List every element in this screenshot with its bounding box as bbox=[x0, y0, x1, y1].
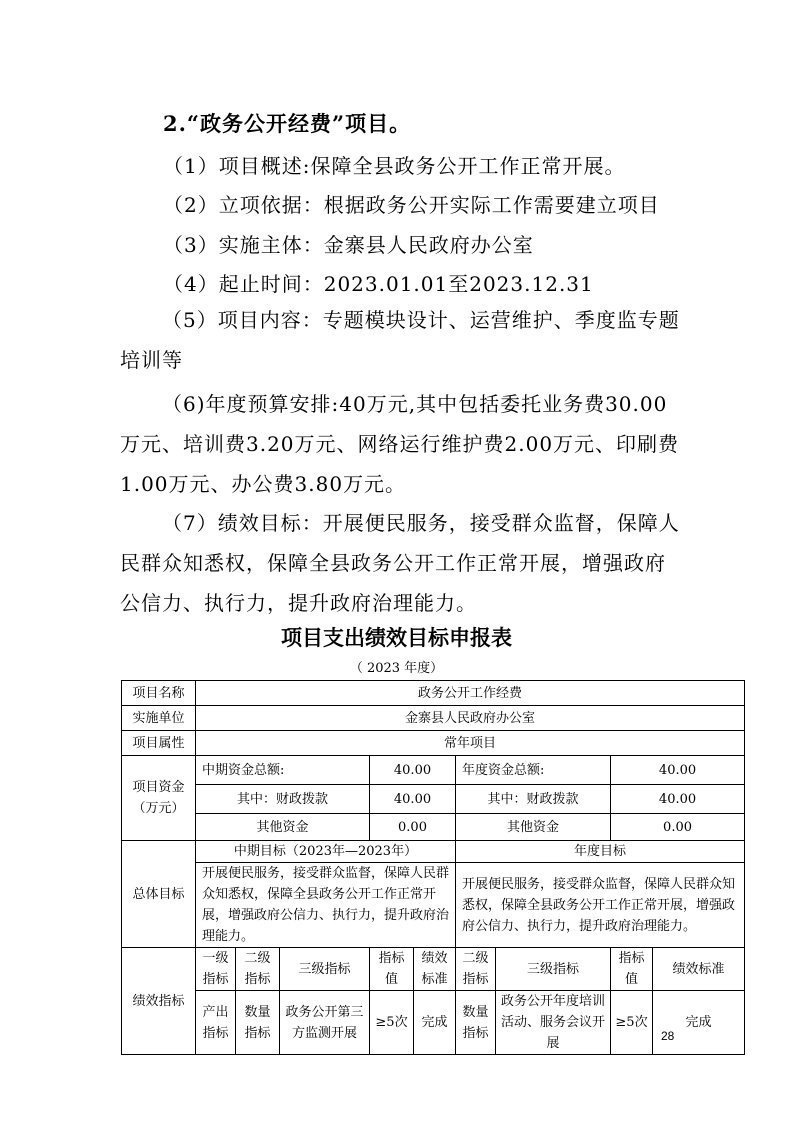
mid-other-label: 其他资金 bbox=[196, 814, 370, 841]
year-other-label: 其他资金 bbox=[456, 814, 611, 841]
mid-total-label: 中期资金总额: bbox=[196, 756, 370, 785]
header-level3: 三级指标 bbox=[280, 948, 370, 991]
table-year: （ 2023 年度） bbox=[349, 661, 444, 676]
year-header-level3: 三级指标 bbox=[496, 948, 611, 991]
attr-value: 常年项目 bbox=[196, 731, 745, 756]
mid-level3: 政务公开第三方监测开展 bbox=[280, 991, 370, 1055]
unit-value: 金寨县人民政府办公室 bbox=[196, 706, 745, 731]
mid-level1: 产出指标 bbox=[196, 991, 236, 1055]
item-basis: （2）立项依据：根据政务公开实际工作需要建立项目 bbox=[163, 193, 660, 217]
table-row bbox=[122, 756, 745, 785]
page-number: 28 bbox=[661, 1029, 675, 1043]
mid-level2: 数量指标 bbox=[236, 991, 280, 1055]
year-standard: 完成 bbox=[653, 991, 745, 1055]
year-goal-label: 年度目标 bbox=[456, 841, 745, 863]
item-budget: （6)年度预算安排:40万元,其中包括委托业务费30.00万元、培训费3.20万元、网络运行维护费2.00万元、印刷费1.00万元、办公费3.80万元。 bbox=[120, 392, 680, 496]
unit-label: 实施单位 bbox=[122, 706, 196, 731]
mid-standard: 完成 bbox=[414, 991, 456, 1055]
table-title: 项目支出绩效目标申报表 bbox=[281, 626, 512, 650]
table-row bbox=[122, 706, 745, 731]
year-fiscal-label: 其中：财政拨款 bbox=[456, 785, 611, 814]
header-value: 指标值 bbox=[370, 948, 414, 991]
project-name: 政务公开工作经费 bbox=[196, 681, 745, 706]
mid-fiscal: 40.00 bbox=[370, 785, 456, 814]
mid-fiscal-label: 其中：财政拨款 bbox=[196, 785, 370, 814]
year-header-standard: 绩效标准 bbox=[653, 948, 745, 991]
year-total: 40.00 bbox=[611, 756, 745, 785]
table-row bbox=[122, 785, 745, 814]
indicator-label: 绩效指标 bbox=[122, 948, 196, 1055]
overall-goal-label: 总体目标 bbox=[122, 841, 196, 948]
year-level3: 政务公开年度培训活动、服务会议开展 bbox=[496, 991, 611, 1055]
funds-label: 项目资金（万元） bbox=[122, 756, 196, 841]
table-row bbox=[122, 841, 745, 863]
mid-goal: 开展便民服务，接受群众监督，保障人民群众知悉权，保障全县政务公开工作正常开展，增强政府公信力、执行力，提升政府治理能力。 bbox=[196, 863, 456, 948]
section-heading: 2.“政务公开经费”项目。 bbox=[163, 111, 412, 136]
mid-goal-label: 中期目标（2023年—2023年） bbox=[196, 841, 456, 863]
year-value: ≥5次 bbox=[611, 991, 653, 1055]
table-row bbox=[122, 731, 745, 756]
table-row bbox=[122, 814, 745, 841]
performance-table bbox=[121, 680, 745, 1055]
attr-label: 项目属性 bbox=[122, 731, 196, 756]
year-total-label: 年度资金总额: bbox=[456, 756, 611, 785]
item-content: （5）项目内容：专题模块设计、运营维护、季度监专题培训等 bbox=[120, 308, 680, 372]
item-period: （4）起止时间：2023.01.01至2023.12.31 bbox=[163, 272, 594, 296]
table-row bbox=[122, 991, 745, 1055]
table-row bbox=[122, 863, 745, 948]
mid-other: 0.00 bbox=[370, 814, 456, 841]
item-executor: （3）实施主体：金寨县人民政府办公室 bbox=[163, 233, 534, 257]
mid-total: 40.00 bbox=[370, 756, 456, 785]
year-fiscal: 40.00 bbox=[611, 785, 745, 814]
year-other: 0.00 bbox=[611, 814, 745, 841]
mid-value: ≥5次 bbox=[370, 991, 414, 1055]
header-level1: 一级指标 bbox=[196, 948, 236, 991]
year-level2: 数量指标 bbox=[456, 991, 496, 1055]
item-overview: （1）项目概述:保障全县政务公开工作正常开展。 bbox=[163, 154, 626, 178]
table-row bbox=[122, 948, 745, 991]
header-level2: 二级指标 bbox=[236, 948, 280, 991]
item-goal: （7）绩效目标：开展便民服务，接受群众监督，保障人民群众知悉权，保障全县政务公开工作正常开展，增强政府公信力、执行力，提升政府治理能力。 bbox=[120, 511, 680, 615]
table-row bbox=[122, 681, 745, 706]
year-header-level2: 二级指标 bbox=[456, 948, 496, 991]
year-goal: 开展便民服务，接受群众监督，保障人民群众知悉权，保障全县政务公开工作正常开展，增强政府公信力、执行力，提升政府治理能力。 bbox=[456, 863, 745, 948]
year-header-value: 指标值 bbox=[611, 948, 653, 991]
project-name-label: 项目名称 bbox=[122, 681, 196, 706]
header-standard: 绩效标准 bbox=[414, 948, 456, 991]
